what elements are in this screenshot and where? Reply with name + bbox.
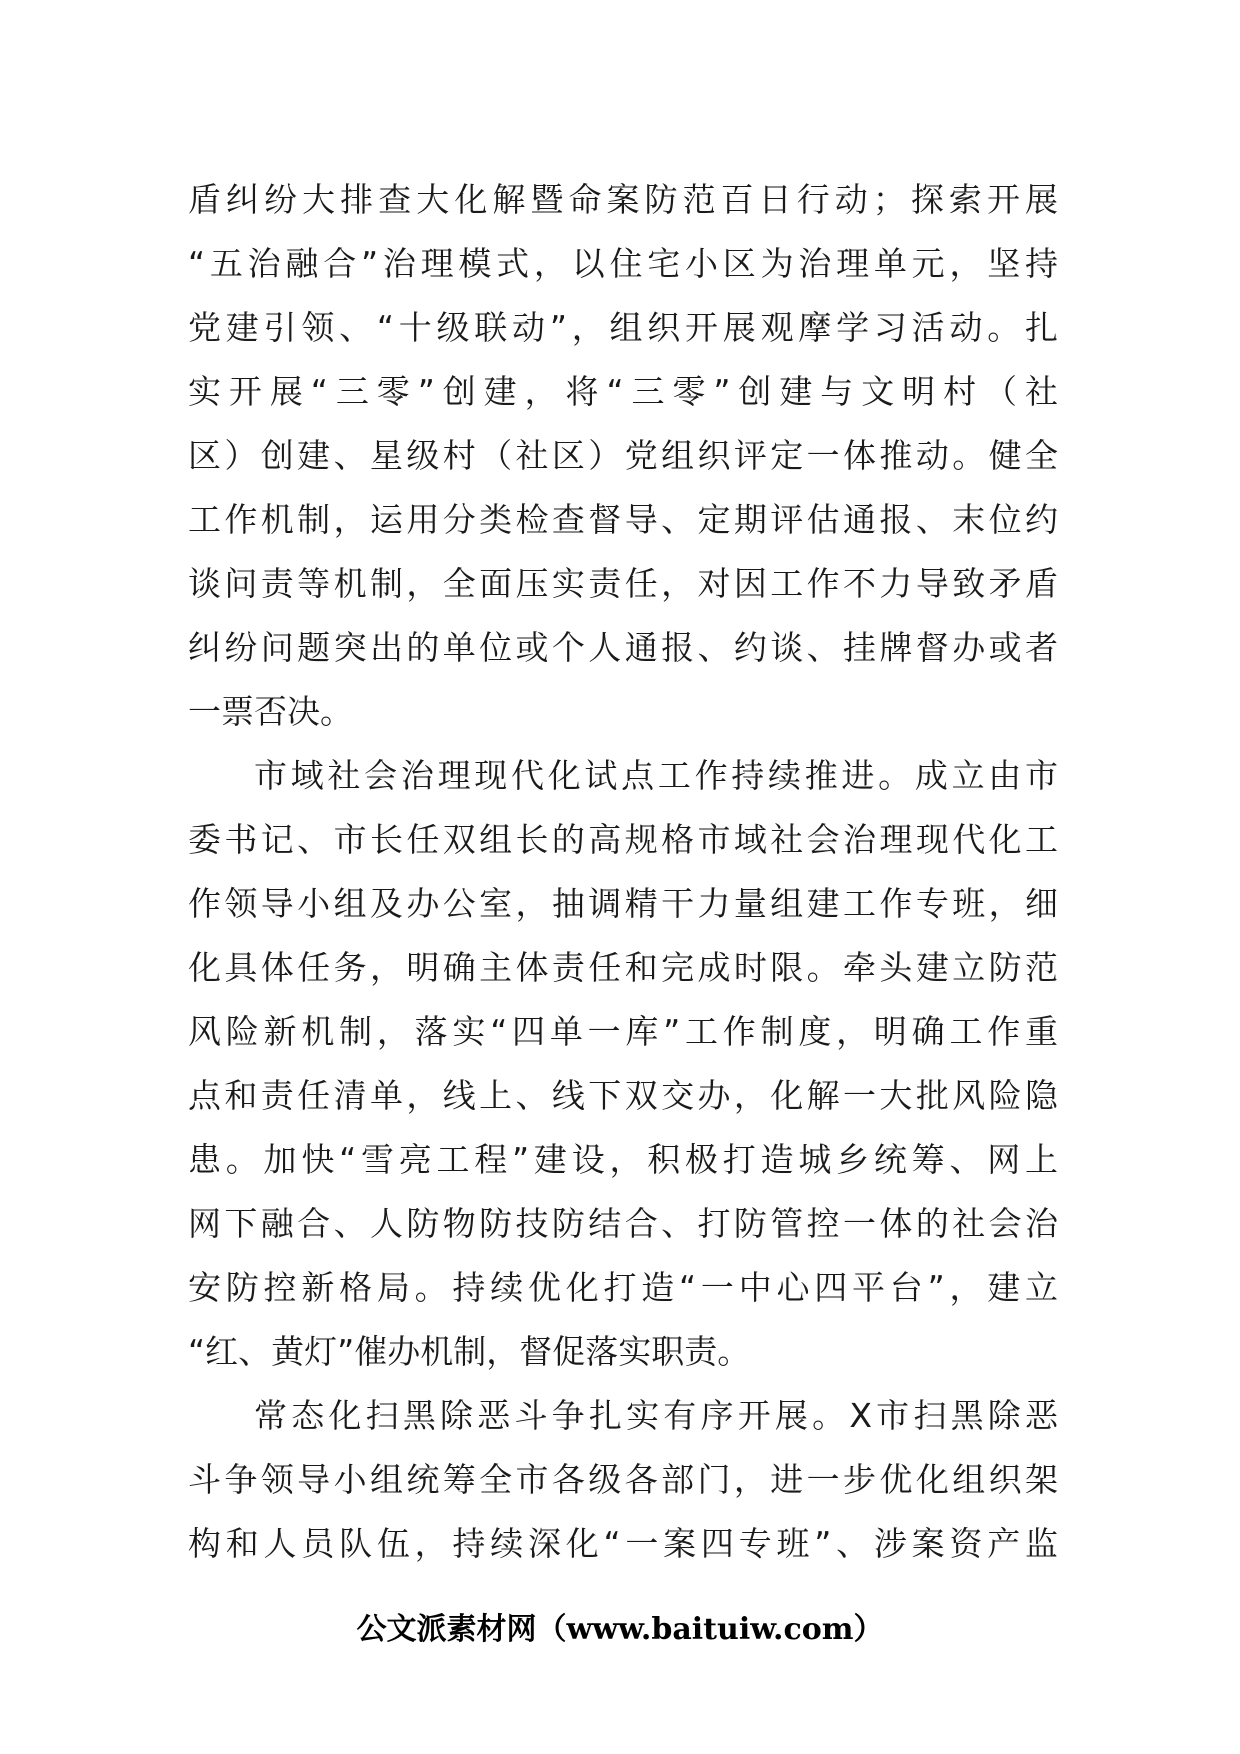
text-line: 患。加快“雪亮工程”建设，积极打造城乡统筹、网上 — [188, 1140, 1058, 1179]
text-line: 点和责任清单，线上、线下双交办，化解一大批风险隐 — [188, 1076, 1058, 1115]
text-line: 网下融合、人防物防技防结合、打防管控一体的社会治 — [188, 1204, 1058, 1243]
text-line: 化具体任务，明确主体责任和完成时限。牵头建立防范 — [188, 948, 1058, 987]
paragraph-first-line: 常态化扫黑除恶斗争扎实有序开展。X市扫黑除恶 — [254, 1396, 1058, 1435]
footer-watermark: 公文派素材网（www.baituiw.com） — [356, 1612, 884, 1647]
document-body — [188, 168, 1058, 1576]
text-line: 区）创建、星级村（社区）党组织评定一体推动。健全 — [188, 436, 1058, 475]
text-line: 一票否决。 — [188, 692, 353, 731]
text-line: 工作机制，运用分类检查督导、定期评估通报、末位约 — [188, 500, 1058, 539]
text-line: 党建引领、“十级联动”，组织开展观摩学习活动。扎 — [188, 308, 1058, 347]
text-line: 纠纷问题突出的单位或个人通报、约谈、挂牌督办或者 — [188, 628, 1058, 667]
text-line: “五治融合”治理模式，以住宅小区为治理单元，坚持 — [188, 244, 1058, 283]
paragraph-first-line: 市域社会治理现代化试点工作持续推进。成立由市 — [254, 756, 1058, 795]
text-line: 风险新机制，落实“四单一库”工作制度，明确工作重 — [188, 1012, 1058, 1051]
text-line: 盾纠纷大排查大化解暨命案防范百日行动；探索开展 — [188, 180, 1058, 219]
text-line: 构和人员队伍，持续深化“一案四专班”、涉案资产监 — [188, 1524, 1058, 1563]
text-line: “红、黄灯”催办机制，督促落实职责。 — [188, 1332, 751, 1371]
text-line: 谈问责等机制，全面压实责任，对因工作不力导致矛盾 — [188, 564, 1058, 603]
text-line: 委书记、市长任双组长的高规格市域社会治理现代化工 — [188, 820, 1058, 859]
text-line: 作领导小组及办公室，抽调精干力量组建工作专班，细 — [188, 884, 1058, 923]
text-line: 安防控新格局。持续优化打造“一中心四平台”，建立 — [188, 1268, 1058, 1307]
text-line: 斗争领导小组统筹全市各级各部门，进一步优化组织架 — [188, 1460, 1058, 1499]
text-line: 实开展“三零”创建，将“三零”创建与文明村（社 — [188, 372, 1058, 411]
